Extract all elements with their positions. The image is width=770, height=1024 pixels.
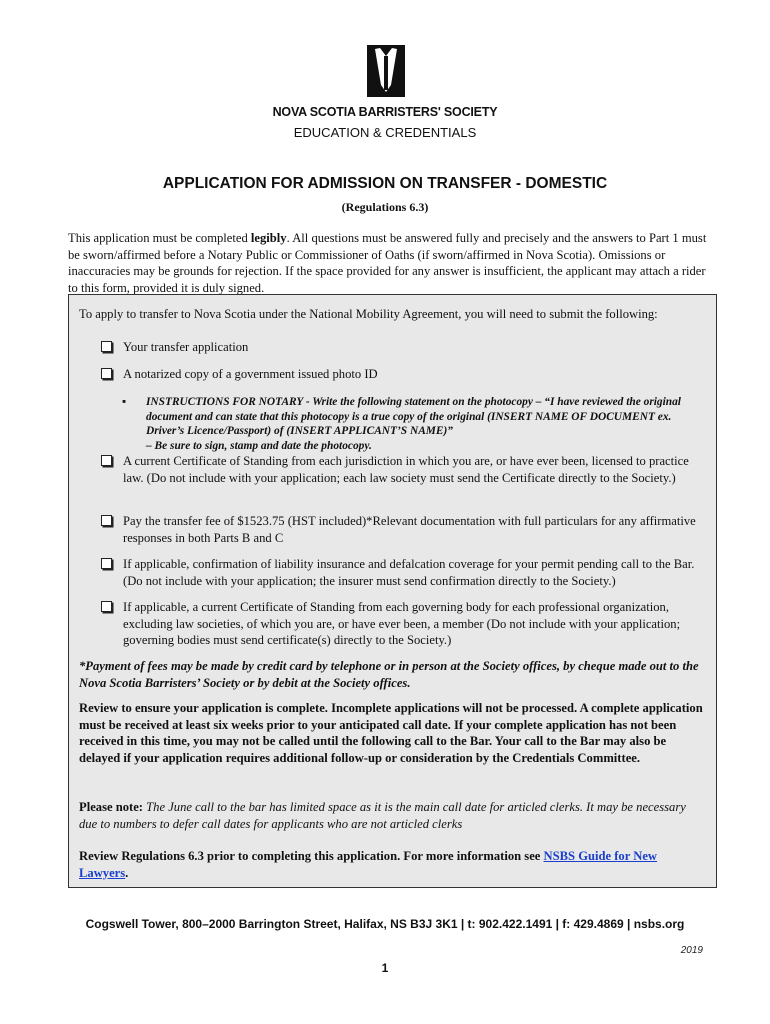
please-note-text: The June call to the bar has limited space as it is the main call date for articled clerks. It may be necessary due to numbers to defer call dates for applicants who are not articled clerks [79, 800, 686, 831]
guide-link[interactable]: NSBS Guide for New Lawyers [79, 849, 658, 880]
checklist-item [101, 556, 701, 589]
checklist-item [101, 339, 701, 356]
checklist-item [101, 599, 701, 649]
checklist-item-label: A notarized copy of a government issued photo ID [123, 367, 378, 381]
regulations-end: . [125, 865, 129, 880]
notary-instructions [122, 395, 702, 453]
notary-sign-instruction: – Be sure to sign, stamp and date the photocopy. [146, 439, 372, 452]
please-note-label: Please note: [79, 800, 143, 814]
checkbox[interactable] [101, 558, 112, 569]
checkbox[interactable] [101, 341, 112, 352]
checklist-item-label: Your transfer application [123, 340, 249, 354]
department-name: EDUCATION & CREDENTIALS [293, 125, 477, 140]
regulation-reference: (Regulations 6.3) [341, 200, 429, 214]
intro-emphasis: legibly [250, 231, 287, 245]
society-name: NOVA SCOTIA BARRISTERS' SOCIETY [272, 105, 498, 119]
regulations-note [79, 848, 707, 881]
page-number: 1 [381, 961, 389, 975]
regulations-text: Review Regulations 6.3 prior to completing this application. For more information see [79, 849, 544, 863]
barristers-robe-icon [367, 45, 405, 97]
checkbox[interactable] [101, 515, 112, 526]
review-note: Review to ensure your application is complete. Incomplete applications will not be processed. A complete application must be received at least six weeks prior to your anticipated call date. If your complete application has not been received in this time, you may not be called until the following call to the Bar. Your call to the Bar may also be delayed if your application requires additional follow-up or consideration by the Credentials Committee. [79, 701, 703, 765]
intro-text-1: This application must be completed [68, 231, 251, 245]
footer-address: Cogswell Tower, 800–2000 Barrington Street, Halifax, NS B3J 3K1 | t: 902.422.1491 | f: 429.4869 | nsbs.org [85, 917, 685, 931]
checklist-item [101, 513, 701, 546]
checklist-item-label: Pay the transfer fee of $1523.75 (HST included)*Relevant documentation with full particulars for any affirmative responses in both Parts B and C [123, 514, 696, 545]
checklist-item [101, 453, 701, 486]
checkbox[interactable] [101, 368, 112, 379]
checkbox[interactable] [101, 455, 112, 466]
requirements-lead: To apply to transfer to Nova Scotia under the National Mobility Agreement, you will need to submit the following: [79, 307, 658, 321]
intro-text-2: . All questions must be answered fully and precisely and the answers to Part 1 must be sworn/affirmed before a Notary Public or Commissioner of Oaths (if sworn/affirmed in Nova Scotia). Omissions or inaccuracies may be grounds for rejection. If the space provided for any answer is insufficient, the applicant may attach a rider to this form, provided it is duly signed. [68, 231, 707, 295]
requirements-box [68, 294, 717, 888]
payment-note: *Payment of fees may be made by credit card by telephone or in person at the Society offices, by cheque made out to the Nova Scotia Barristers’ Society or by debit at the Society offices. [79, 659, 699, 690]
please-note [79, 799, 707, 832]
bullet-icon: ▪ [122, 396, 127, 408]
notary-instruction-text: INSTRUCTIONS FOR NOTARY - Write the following statement on the photocopy – “I have reviewed the original document and can state that this photocopy is a true copy of the original (INSERT NAME OF DOCUMENT ex. Driver’s Licence/Passport) of (INSERT APPLICANT’S NAME)” [146, 396, 681, 437]
page-title: APPLICATION FOR ADMISSION ON TRANSFER - DOMESTIC [162, 175, 608, 192]
checklist-item-label: A current Certificate of Standing from each jurisdiction in which you are, or have ever been, licensed to practice law. (Do not include with your application; each law society must send the Certificate directly to the Society.) [123, 454, 689, 485]
footer-year: 2019 [680, 945, 703, 956]
checkbox[interactable] [101, 601, 112, 612]
checklist-item-label: If applicable, confirmation of liability insurance and defalcation coverage for your permit pending call to the Bar. (Do not include with your application; the insurer must send confirmation directly to the Society.) [123, 557, 695, 588]
intro-paragraph [68, 230, 708, 296]
checklist-item [101, 366, 701, 383]
checklist-item-label: If applicable, a current Certificate of Standing from each governing body for each professional organization, excluding law societies, of which you are, or have ever been, a member (Do not include with your application; governing bodies must send certificate(s) directly to the Society.) [123, 600, 681, 647]
